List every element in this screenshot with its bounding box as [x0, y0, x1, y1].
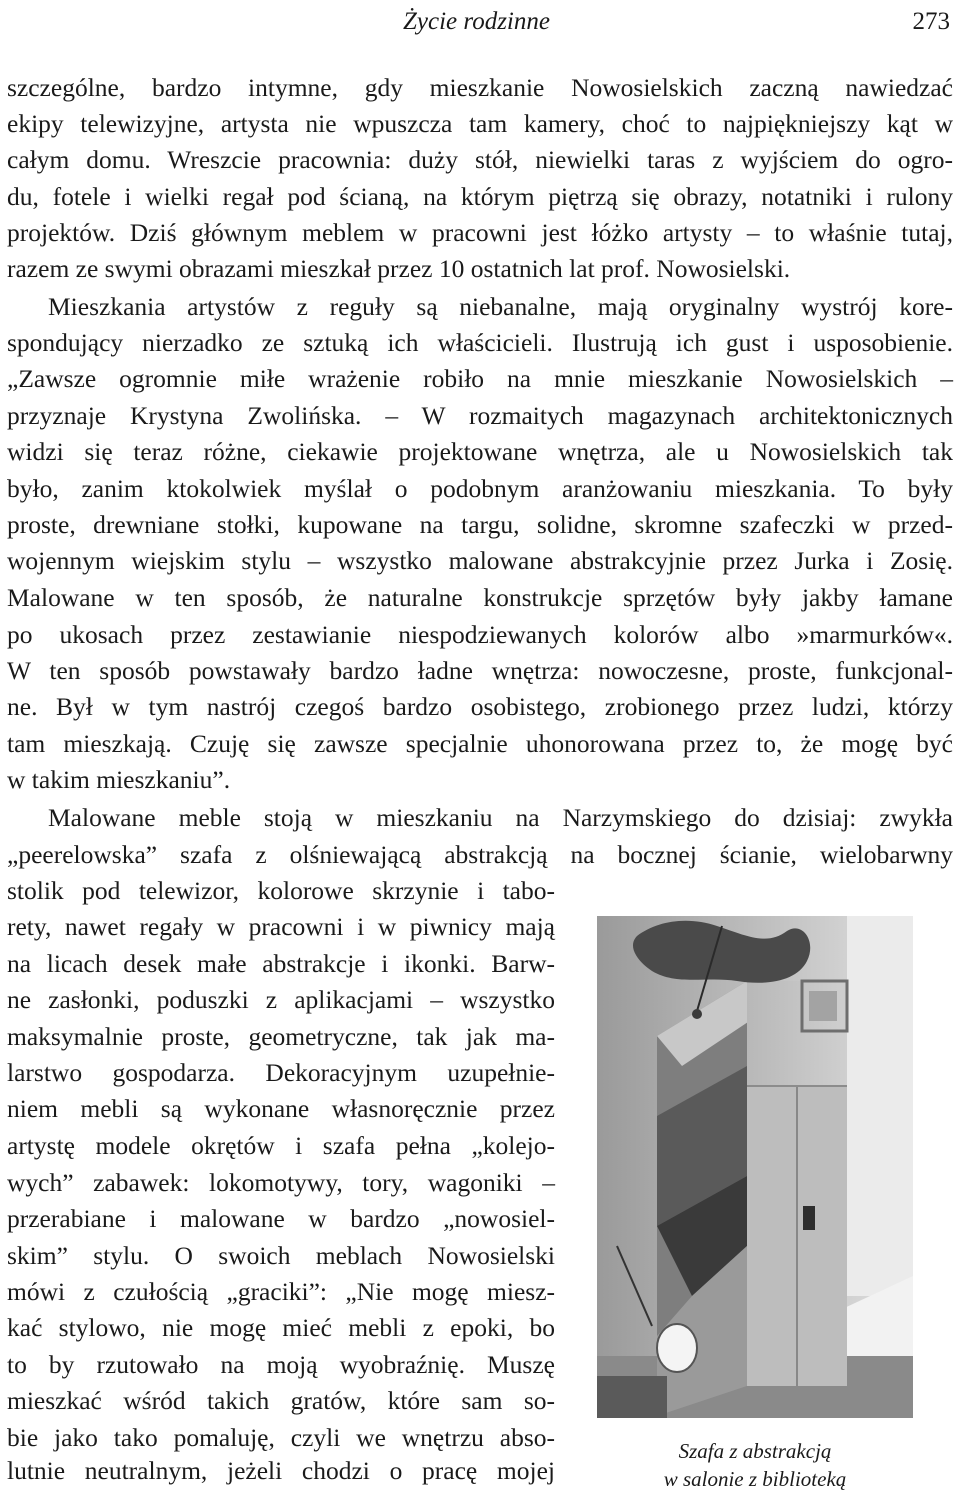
text-line: larstwo gospodarza. Dekoracyjnym uzupełnie- [7, 1058, 555, 1087]
text-line: Mieszkania artystów z reguły są niebanalne, mają oryginalny wystrój kore- [48, 292, 953, 321]
text-line: całym domu. Wreszcie pracownia: duży stół, niewielki taras z wyjściem do ogro- [7, 145, 953, 174]
text-line: du, fotele i wielki regał pod ścianą, na którym piętrzą się obrazy, notatniki i rulony [7, 182, 953, 211]
wardrobe-photo [597, 916, 913, 1418]
text-line: widzi się teraz różne, ciekawie projektowane wnętrza, ale u Nowosielskich tak [7, 437, 953, 466]
page-header [0, 4, 960, 44]
text-line: projektów. Dziś głównym meblem w pracowni jest łóżko artysty – to właśnie tutaj, [7, 218, 953, 247]
text-line: wych” zabawek: lokomotywy, tory, wagoniki – [7, 1168, 555, 1197]
text-line: mieszkać wśród takich gratów, które sam so- [7, 1386, 555, 1415]
text-line: razem ze swymi obrazami mieszkał przez 10 ostatnich lat prof. Nowosielski. [7, 254, 791, 283]
text-line: proste, drewniane stołki, kupowane na targu, solidne, skromne szafeczki w przed- [7, 510, 953, 539]
text-line: kać stylowo, nie mogę mieć mebli z epoki, bo [7, 1313, 555, 1342]
text-line: było, zanim ktokolwiek myślał o podobnym aranżowaniu mieszkania. To były [7, 474, 953, 503]
text-line: spondujący nierzadko ze sztuką ich właścicieli. Ilustrują ich gust i usposobienie. [7, 328, 953, 357]
text-line: mówi z czułością „graciki”: „Nie mogę miesz- [7, 1277, 555, 1306]
text-line: ne. Był w tym nastrój czegoś bardzo osobistego, zrobionego przez ludzi, którzy [7, 692, 953, 721]
text-line: bie jako tako pomaluję, czyli we wnętrzu abso- [7, 1423, 555, 1452]
text-line: artystę modele okrętów i szafa pełna „kolejo- [7, 1131, 555, 1160]
text-line: stolik pod telewizor, kolorowe skrzynie i tabo- [7, 876, 555, 905]
text-line: szczególne, bardzo intymne, gdy mieszkanie Nowosielskich zaczną nawiedzać [7, 73, 953, 102]
text-line: skim” stylu. O swoich meblach Nowosielski [7, 1241, 555, 1270]
figure-caption-line: w salonie z biblioteką [663, 1467, 847, 1491]
text-line: Malowane w ten sposób, że naturalne konstrukcje sprzętów były jakby łamane [7, 583, 953, 612]
text-line: na licach desek małe abstrakcje i ikonki. Barw- [7, 949, 555, 978]
text-line: niem mebli są wykonane własnoręcznie przez [7, 1094, 555, 1123]
text-line: po ukosach przez zestawianie niespodziewanych kolorów albo »marmurków«. [7, 620, 953, 649]
text-line: „Zawsze ogromnie miłe wrażenie robiło na mnie mieszkanie Nowosielskich – [7, 364, 953, 393]
text-line: lutnie neutralnym, jeżeli chodzi o pracę mojej [7, 1456, 555, 1485]
text-line: rety, nawet regały w pracowni i w piwnicy mają [7, 912, 555, 941]
page-number: 273 [912, 8, 950, 35]
text-line: „peerelowska” szafa z olśniewającą abstrakcją na bocznej ścianie, wielobarwny [7, 840, 953, 869]
text-line: w takim mieszkaniu”. [7, 765, 231, 794]
running-title: Życie rodzinne [403, 8, 550, 35]
text-line: ekipy telewizyjne, artysta nie wpuszcza tam kamery, choć to najpiękniejszy kąt w [7, 109, 953, 138]
text-line: przyznaje Krystyna Zwolińska. – W rozmaitych magazynach architektonicznych [7, 401, 953, 430]
text-line: to by rzutowało na moją wyobraźnię. Muszę [7, 1350, 555, 1379]
text-line: W ten sposób powstawały bardzo ładne wnętrza: nowoczesne, proste, funkcjonal- [7, 656, 953, 685]
wardrobe-photo-drawing [597, 916, 913, 1418]
figure-caption-line: Szafa z abstrakcją [678, 1439, 832, 1463]
text-line: przerabiane i malowane w bardzo „nowosiel- [7, 1204, 555, 1233]
text-line: maksymalnie proste, geometryczne, tak jak ma- [7, 1022, 555, 1051]
text-line: Malowane meble stoją w mieszkaniu na Narzymskiego do dzisiaj: zwykła [48, 803, 953, 832]
text-line: tam mieszkają. Czuję się zawsze specjalnie uhonorowana przez to, że mogę być [7, 729, 953, 758]
text-line: ne zasłonki, poduszki z aplikacjami – wszystko [7, 985, 555, 1014]
text-line: wojennym wiejskim stylu – wszystko malowane abstrakcyjnie przez Jurka i Zosię. [7, 546, 953, 575]
